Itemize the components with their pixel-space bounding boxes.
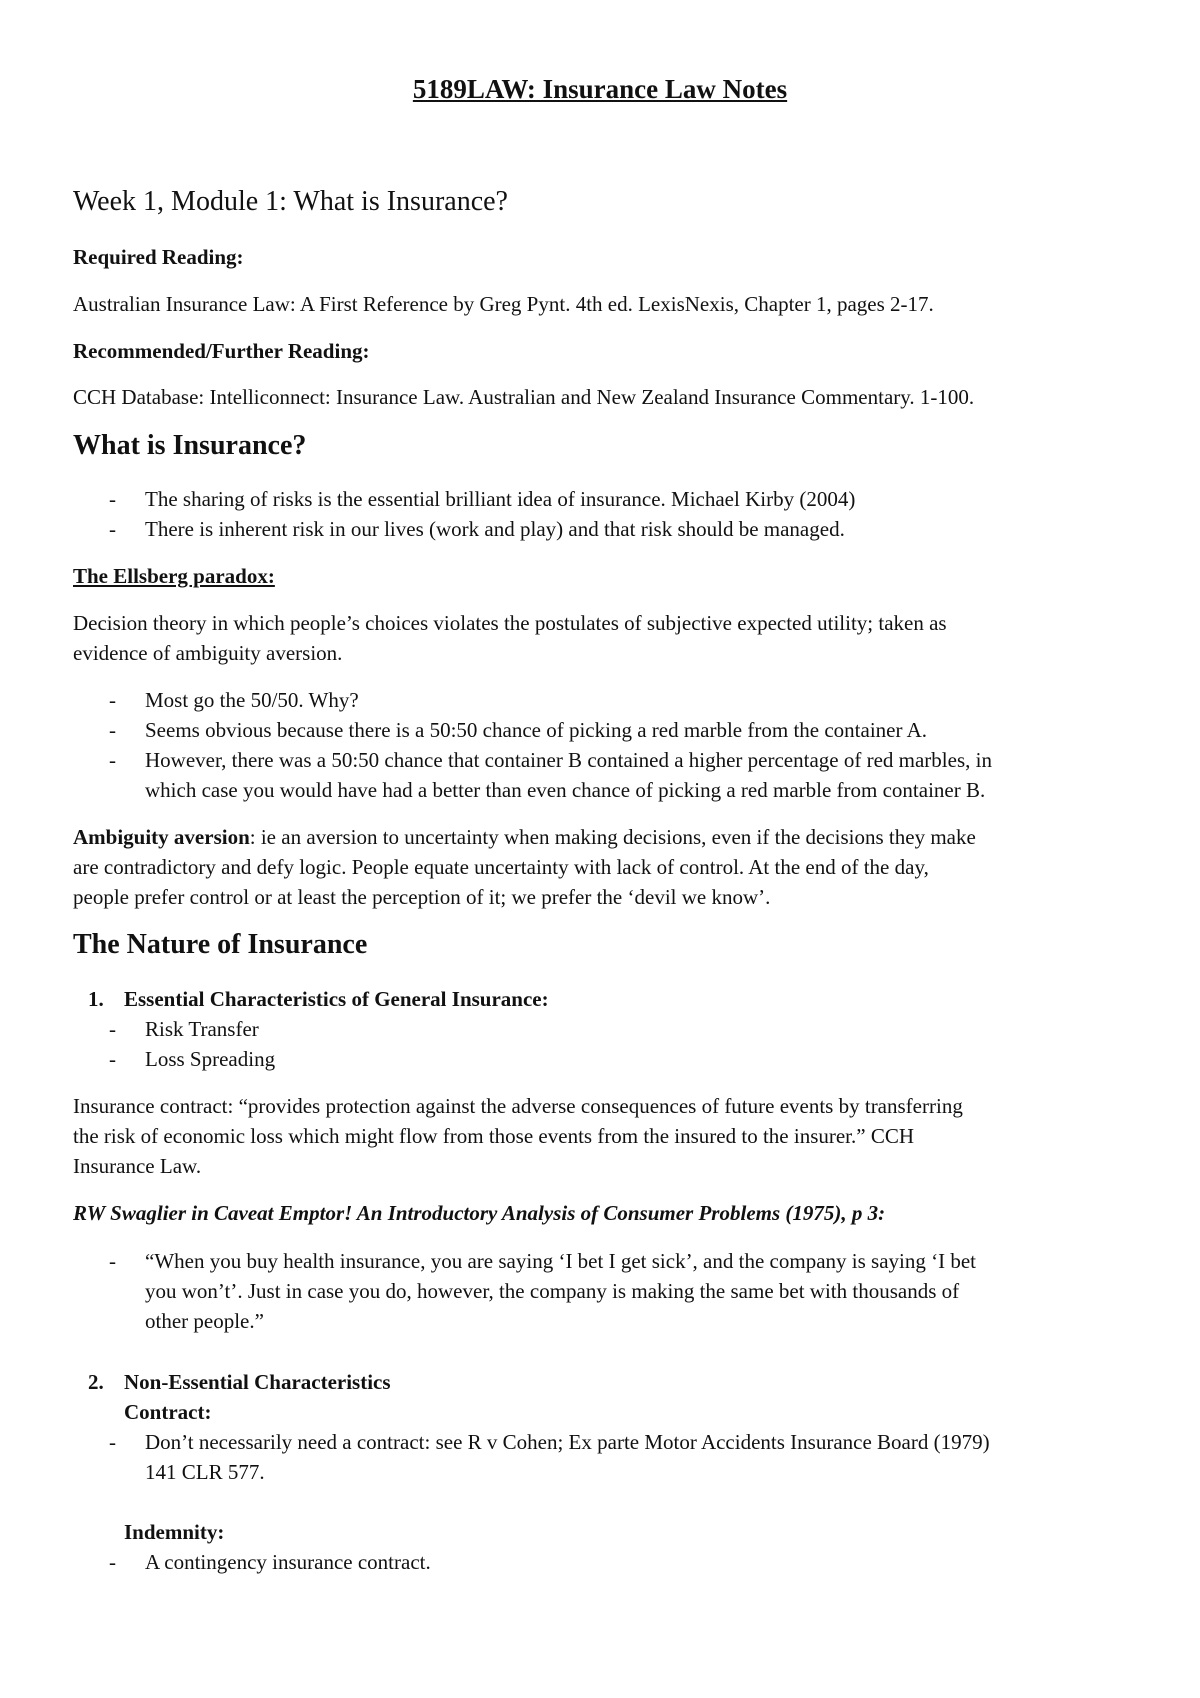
dash-bullet: - xyxy=(109,1550,116,1574)
dash-bullet: - xyxy=(109,688,116,712)
bullet-text-continuation: 141 CLR 577. xyxy=(145,1460,265,1484)
ambiguity-text: : ie an aversion to uncertainty when making decisions, even if the decisions they make xyxy=(249,825,976,849)
bullet-text: However, there was a 50:50 chance that container B contained a higher percentage of red marbles, in xyxy=(145,748,992,772)
dash-bullet: - xyxy=(109,748,116,772)
item-number: 2. xyxy=(88,1370,104,1394)
ambiguity-paragraph-line: are contradictory and defy logic. People equate uncertainty with lack of control. At the end of the day, xyxy=(73,855,929,879)
quote-line: “When you buy health insurance, you are saying ‘I bet I get sick’, and the company is saying ‘I bet xyxy=(145,1249,976,1273)
section-heading-nature-of-insurance: The Nature of Insurance xyxy=(73,929,368,960)
dash-bullet: - xyxy=(109,1430,116,1454)
dash-bullet: - xyxy=(109,487,116,511)
dash-bullet: - xyxy=(109,1017,116,1041)
week-heading: Week 1, Module 1: What is Insurance? xyxy=(73,186,508,217)
contract-paragraph-line: Insurance contract: “provides protection against the adverse consequences of future events by transferring xyxy=(73,1094,963,1118)
contract-paragraph-line: Insurance Law. xyxy=(73,1154,202,1178)
ambiguity-term: Ambiguity aversion xyxy=(73,825,250,849)
item-number: 1. xyxy=(88,987,104,1011)
bullet-text: Loss Spreading xyxy=(145,1047,276,1071)
dash-bullet: - xyxy=(109,517,116,541)
required-reading-text: Australian Insurance Law: A First Reference by Greg Pynt. 4th ed. LexisNexis, Chapter 1, pages 2-17. xyxy=(73,292,934,316)
dash-bullet: - xyxy=(109,1047,116,1071)
bullet-text-continuation: which case you would have had a better than even chance of picking a red marble from container B. xyxy=(145,778,986,802)
quote-line: you won’t’. Just in case you do, however, the company is making the same bet with thousands of xyxy=(145,1279,960,1303)
quote-line: other people.” xyxy=(145,1309,264,1333)
bullet-text: Risk Transfer xyxy=(145,1017,259,1041)
contract-paragraph-line: the risk of economic loss which might flow from those events from the insured to the insurer.” CCH xyxy=(73,1124,915,1148)
ellsberg-heading: The Ellsberg paradox: xyxy=(73,564,275,588)
bullet-text: The sharing of risks is the essential brilliant idea of insurance. Michael Kirby (2004) xyxy=(145,487,856,511)
item-heading: Essential Characteristics of General Insurance: xyxy=(124,987,549,1011)
bullet-text: There is inherent risk in our lives (work and play) and that risk should be managed. xyxy=(145,517,845,541)
required-reading-label: Required Reading: xyxy=(73,245,244,269)
bullet-text: Don’t necessarily need a contract: see R v Cohen; Ex parte Motor Accidents Insurance Board (1979) xyxy=(145,1430,990,1454)
ambiguity-paragraph-line: people prefer control or at least the perception of it; we prefer the ‘devil we know’. xyxy=(73,885,771,909)
indemnity-subheading: Indemnity: xyxy=(124,1520,225,1544)
contract-subheading: Contract: xyxy=(124,1400,212,1424)
ambiguity-paragraph-line xyxy=(73,823,976,852)
item-heading: Non-Essential Characteristics xyxy=(124,1370,391,1394)
section-heading-what-is-insurance: What is Insurance? xyxy=(73,430,307,461)
document-title: 5189LAW: Insurance Law Notes xyxy=(412,74,788,104)
recommended-reading-text: CCH Database: Intelliconnect: Insurance Law. Australian and New Zealand Insurance Commentary. 1-100. xyxy=(73,385,975,409)
ellsberg-paragraph-line: evidence of ambiguity aversion. xyxy=(73,641,343,665)
dash-bullet: - xyxy=(109,1249,116,1273)
bullet-text: A contingency insurance contract. xyxy=(145,1550,431,1574)
ellsberg-paragraph-line: Decision theory in which people’s choices violates the postulates of subjective expected utility; taken as xyxy=(73,611,947,635)
recommended-reading-label: Recommended/Further Reading: xyxy=(73,339,370,363)
bullet-text: Most go the 50/50. Why? xyxy=(145,688,359,712)
bullet-text: Seems obvious because there is a 50:50 chance of picking a red marble from the container A. xyxy=(145,718,927,742)
swaglier-citation: RW Swaglier in Caveat Emptor! An Introductory Analysis of Consumer Problems (1975), p 3: xyxy=(73,1201,886,1225)
dash-bullet: - xyxy=(109,718,116,742)
